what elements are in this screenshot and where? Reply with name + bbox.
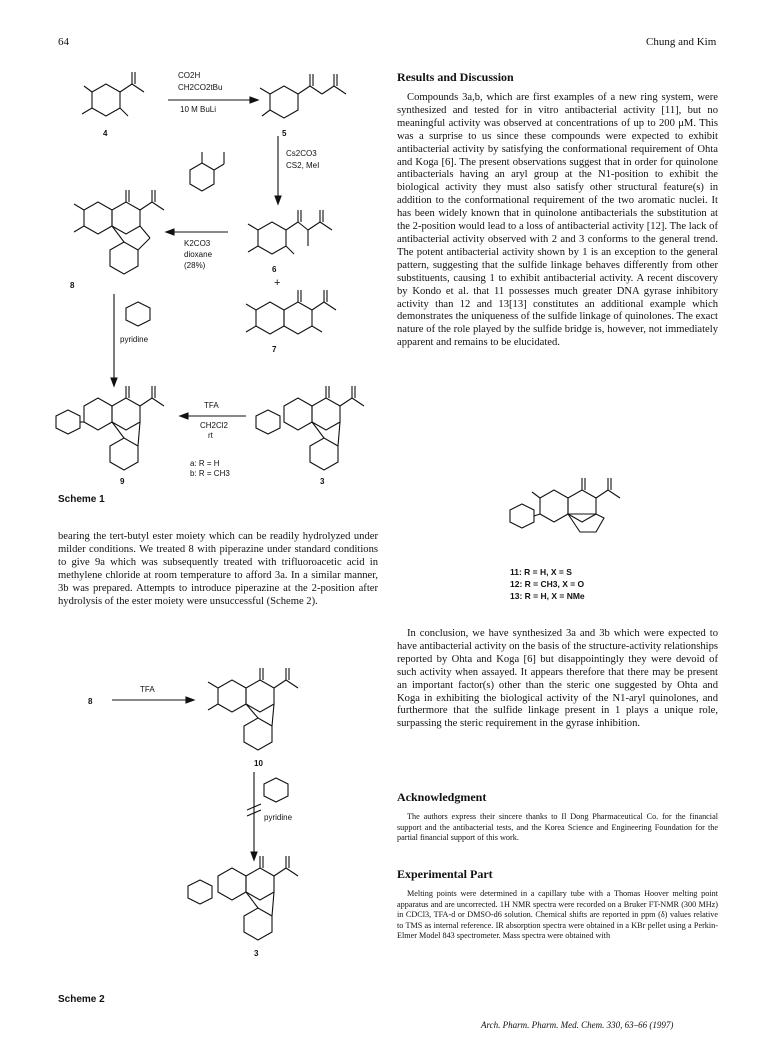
- compound-9-piperazine: [56, 410, 80, 434]
- compound-3-piperazine: [256, 410, 280, 434]
- compound-11-label: 11: R = H, X = S: [510, 567, 572, 577]
- left-body-paragraph: bearing the tert-butyl ester moiety which can be readily hydrolyzed under milder conditions. We treated 8 with piperazine under standard conditions to give 9a which was subsequently treated with trifluoroacetic acid in methylene chloride at room temperature to afford 3a. In a similar manner, 3b was prepared. Attempts to introduce piperazine at the 2-position after hydrolysis of the ester moiety were unsuccessful (Scheme 2).: [58, 531, 378, 607]
- scheme1-reagent-yield: (28%): [184, 261, 206, 270]
- compound-8-ring-a: [84, 202, 112, 234]
- scheme2-compound-3-ring-a: [218, 868, 246, 900]
- scheme1-label-3: 3: [320, 477, 325, 486]
- scheme-1-caption: Scheme 1: [58, 494, 105, 505]
- scheme1-plus: +: [274, 277, 281, 289]
- scheme2-label-8: 8: [88, 697, 93, 706]
- scheme1-label-9: 9: [120, 477, 125, 486]
- compound-5-ring: [270, 86, 298, 118]
- running-head-authors: Chung and Kim: [646, 36, 717, 48]
- compound-9-ring-a: [84, 398, 112, 430]
- scheme2-compound-3-ring-b: [246, 868, 274, 900]
- scheme1-reagent-k2co3: K2CO3: [184, 239, 211, 248]
- compound-10-ring-c: [244, 718, 272, 750]
- scheme2-piperazine-reagent: [264, 778, 288, 802]
- compound-9-ring-b: [112, 398, 140, 430]
- scheme2-reagent-tfa: TFA: [140, 685, 155, 694]
- scheme1-reagent-co2h: CO2H: [178, 71, 201, 80]
- scheme2-compound-3-piperazine: [188, 880, 212, 904]
- compound-7-ring-b: [284, 302, 312, 334]
- experimental-heading: Experimental Part: [397, 867, 493, 881]
- compound-13-label: 13: R = H, X = NMe: [510, 591, 585, 601]
- scheme1-label-5: 5: [282, 129, 287, 138]
- experimental-paragraph: Melting points were determined in a capillary tube with a Thomas Hoover melting point apparatus and are uncorrected. 1H NMR spectra were recorded on a Bruker FT-NMR (300 MHz) in CDCl3, TFA-d or DMSO-d6 solution. Chemical shifts are reported in ppm (δ) values relative to TMS as internal reference. IR absorption spectra were obtained in a KBr pellet using a Perkin-Elmer Model 843 spectrometer. Mass spectra were obtained with: [397, 889, 718, 941]
- scheme2-reagent-pyridine: pyridine: [264, 813, 293, 822]
- aminobenzyl-alcohol-ring: [190, 163, 214, 191]
- compound-10-ring-b: [246, 680, 274, 712]
- scheme2-label-3: 3: [254, 949, 259, 958]
- acknowledgment-paragraph: The authors express their sincere thanks to Il Dong Pharmaceutical Co. for the financial support and the antibacterial tests, and the Korea Science and Engineering Foundation for the partial financial support of this work.: [397, 812, 718, 843]
- compound-12-label: 12: R = CH3, X = O: [510, 579, 585, 589]
- scheme1-reagent-cs2co3: Cs2CO3: [286, 149, 317, 158]
- scheme1-reagent-dioxane: dioxane: [184, 250, 213, 259]
- compound-8-ring-c: [110, 242, 138, 274]
- scheme1-reagent-cs2-mei: CS2, MeI: [286, 161, 320, 170]
- compound-7-ring-a: [256, 302, 284, 334]
- scheme1-reagent-ch2cl2: CH2Cl2: [200, 421, 229, 430]
- compound-8-ring-b: [112, 202, 140, 234]
- scheme1-label-8: 8: [70, 281, 75, 290]
- results-heading: Results and Discussion: [397, 70, 514, 84]
- journal-footer: Arch. Pharm. Pharm. Med. Chem. 330, 63–66 (1997): [481, 1020, 674, 1030]
- scheme1-reagent-rt: rt: [208, 431, 213, 440]
- scheme1-reagent-ch2co2tbu: CH2CO2tBu: [178, 83, 223, 92]
- compound-10-ring-a: [218, 680, 246, 712]
- scheme-2-caption: Scheme 2: [58, 994, 105, 1005]
- page-number: 64: [58, 36, 69, 48]
- piperazine-reagent-ring: [126, 302, 150, 326]
- compound-9-ring-c: [110, 438, 138, 470]
- scheme-1-graphic: [40, 60, 380, 490]
- results-paragraph: Compounds 3a,b, which are first examples of a new ring system, were synthesized and tested for in vitro antibacterial activity [11], but no meaningful activity was observed at concentrations of up to 200 μM. This was a surprise to us since these compounds were expected to exhibit antibacterial activity by satisfying the conformational requirement of Ohta and Koga [6]. The present observations suggest that in order for quinolone antibacterials having an aryl group at the N1-position to exhibit the biological activity they must also satisfy other structural feature(s) in addition to the conformational requirement of the two aromatic nuclei. It has been widely known that in quinolone antibacterials the substitution at the 2-position would lead to a loss of antibacterial activity [12]. The lack of antibacterial activity observed with 2 and 3 conforms to the general trend. The potent antibacterial activity shown by 1 is an exception to the general pattern, suggesting that the sulfide linkage behaves differently from other substituents, causing 1 to exhibit antibacterial activity. A recent discovery by Kondo et al. that 11 possesses much greater DNA gyrase inhibitory activity than 12 and 13[13] constitutes an additional example which demonstrates the uniqueness of the sulfide linkage of quinolones. The exact nature of the role played by the sulfide bridge is, however, not immediately apparent and remains to be elucidated.: [397, 92, 718, 349]
- scheme1-label-4: 4: [103, 129, 108, 138]
- scheme2-compound-3-ring-c: [244, 908, 272, 940]
- scheme2-label-10: 10: [254, 759, 263, 768]
- scheme-2-graphic: [58, 660, 378, 1020]
- compound-3-ring-b: [312, 398, 340, 430]
- scheme1-reagent-buli: 10 M BuLi: [180, 105, 217, 114]
- compound-3-ring-a: [284, 398, 312, 430]
- scheme1-reagent-pyridine: pyridine: [120, 335, 149, 344]
- compound-4-ring: [92, 84, 120, 116]
- scheme1-r-eq-h: a: R = H: [190, 459, 220, 468]
- compound-11-structure: [480, 470, 660, 560]
- scheme1-reagent-tfa: TFA: [204, 401, 219, 410]
- conclusion-paragraph: In conclusion, we have synthesized 3a and 3b which were expected to have antibacterial activity on the basis of the structure-activity relationships reported by Ohta and Koga [6] but disappointingly they were devoid of such activity when assayed. It appears therefore that there may be present an important factor(s) other than the steric one suggested by Ohta and Koga in exhibiting the biological activity of the N1-aryl quinolones, and furthermore that the sulfide linkage present in 1 plays a unique role, surpassing the steric requirement in the gyrase inhibition.: [397, 628, 718, 730]
- scheme1-label-7: 7: [272, 345, 277, 354]
- scheme1-r-eq-ch3: b: R = CH3: [190, 469, 230, 478]
- acknowledgment-heading: Acknowledgment: [397, 790, 487, 804]
- scheme1-label-6: 6: [272, 265, 277, 274]
- compound-3-ring-c: [310, 438, 338, 470]
- compound-6-ring: [258, 222, 286, 254]
